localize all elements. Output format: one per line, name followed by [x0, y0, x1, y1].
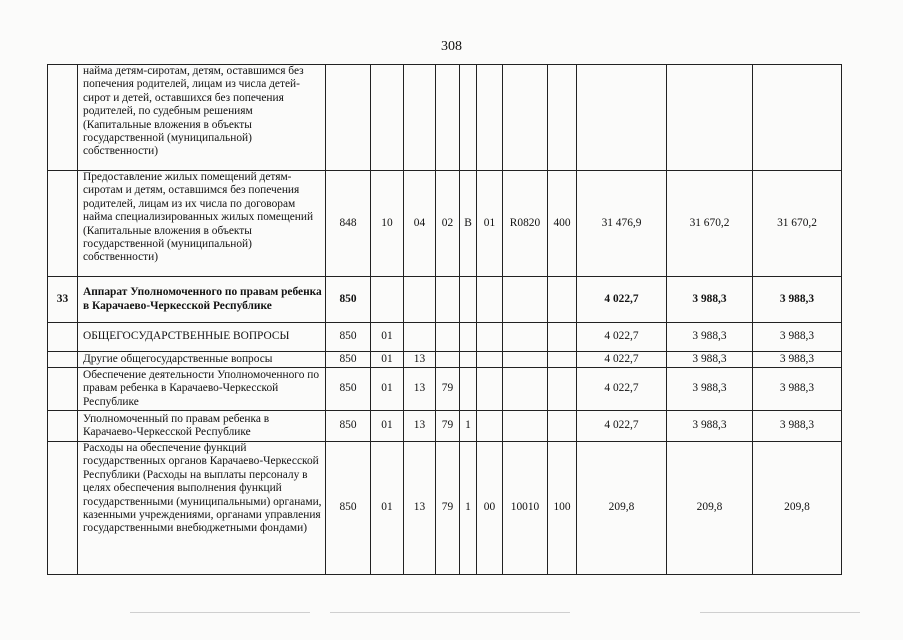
row-number [48, 411, 78, 442]
ministry-code: 850 [326, 368, 371, 411]
amount-year-1: 4 022,7 [577, 323, 667, 352]
amount-year-3: 3 988,3 [753, 352, 842, 368]
table-row [48, 411, 842, 442]
amount-year-3: 3 988,3 [753, 277, 842, 323]
activity-code [477, 323, 503, 352]
ministry-code: 850 [326, 411, 371, 442]
expense-type-code [548, 277, 577, 323]
direction-code: 10010 [503, 442, 548, 575]
row-name: Аппарат Уполномоченного по правам ребенка в Карачаево-Черкесской Республике [78, 277, 326, 323]
scan-artifact-line [130, 612, 310, 613]
amount-year-3: 31 670,2 [753, 171, 842, 277]
section-code: 01 [371, 323, 404, 352]
amount-year-2: 209,8 [667, 442, 753, 575]
amount-year-2: 3 988,3 [667, 323, 753, 352]
program-code [436, 277, 460, 323]
row-number [48, 368, 78, 411]
ministry-code: 850 [326, 442, 371, 575]
page-number: 308 [441, 39, 462, 54]
program-code: 79 [436, 411, 460, 442]
expense-type-code [548, 352, 577, 368]
row-name: Уполномоченный по правам ребенка в Карачаево-Черкесской Республике [78, 411, 326, 442]
section-code: 10 [371, 171, 404, 277]
row-name: Обеспечение деятельности Уполномоченного по правам ребенка в Карачаево-Черкесской Республике [78, 368, 326, 411]
amount-year-1: 4 022,7 [577, 277, 667, 323]
amount-year-2: 3 988,3 [667, 352, 753, 368]
row-number [48, 323, 78, 352]
subsection-code [404, 65, 436, 171]
amount-year-3 [753, 65, 842, 171]
row-name: Расходы на обеспечение функций государственных органов Карачаево-Черкесской Республики (Расходы на выплаты персоналу в целях обеспечения выполнения функций государственными (муниципальными) органами, казенными учреждениями, органами управления государственными внебюджетными фондами) [78, 442, 326, 575]
direction-code [503, 277, 548, 323]
table-row [48, 323, 842, 352]
expense-type-code [548, 323, 577, 352]
activity-code: 00 [477, 442, 503, 575]
table-row [48, 352, 842, 368]
expense-type-code: 100 [548, 442, 577, 575]
amount-year-3: 3 988,3 [753, 368, 842, 411]
ministry-code: 850 [326, 352, 371, 368]
amount-year-3: 3 988,3 [753, 411, 842, 442]
table-row [48, 368, 842, 411]
activity-code [477, 277, 503, 323]
section-code: 01 [371, 352, 404, 368]
row-name: Другие общегосударственные вопросы [78, 352, 326, 368]
direction-code: R0820 [503, 171, 548, 277]
direction-code [503, 65, 548, 171]
scan-artifact-line [330, 612, 570, 613]
row-name: найма детям-сиротам, детям, оставшимся без попечения родителей, лицам из числа детей-сирот и детей, оставшихся без попечения родителей, по судебным решениям (Капитальные вложения в объекты государственной (муниципальной) собственности) [78, 65, 326, 171]
section-code: 01 [371, 411, 404, 442]
table-row [48, 277, 842, 323]
program-code: 02 [436, 171, 460, 277]
subprogram-code: 1 [460, 411, 477, 442]
amount-year-2: 3 988,3 [667, 411, 753, 442]
direction-code [503, 368, 548, 411]
table-row [48, 65, 842, 171]
row-number [48, 442, 78, 575]
amount-year-3: 209,8 [753, 442, 842, 575]
activity-code [477, 411, 503, 442]
amount-year-3: 3 988,3 [753, 323, 842, 352]
activity-code [477, 368, 503, 411]
program-code [436, 65, 460, 171]
subprogram-code [460, 352, 477, 368]
budget-table [47, 64, 842, 575]
expense-type-code: 400 [548, 171, 577, 277]
subprogram-code [460, 277, 477, 323]
ministry-code: 850 [326, 323, 371, 352]
subsection-code: 04 [404, 171, 436, 277]
program-code [436, 323, 460, 352]
direction-code [503, 352, 548, 368]
direction-code [503, 411, 548, 442]
ministry-code [326, 65, 371, 171]
amount-year-2: 31 670,2 [667, 171, 753, 277]
amount-year-1 [577, 65, 667, 171]
amount-year-1: 4 022,7 [577, 411, 667, 442]
subsection-code [404, 323, 436, 352]
row-number [48, 171, 78, 277]
row-name: Предоставление жилых помещений детям-сиротам и детям, оставшимся без попечения родителей, лицам из их числа по договорам найма специализированных жилых помещений (Капитальные вложения в объекты государственной (муниципальной) собственности) [78, 171, 326, 277]
ministry-code: 850 [326, 277, 371, 323]
row-name: ОБЩЕГОСУДАРСТВЕННЫЕ ВОПРОСЫ [78, 323, 326, 352]
activity-code: 01 [477, 171, 503, 277]
amount-year-2: 3 988,3 [667, 277, 753, 323]
expense-type-code [548, 65, 577, 171]
amount-year-1: 209,8 [577, 442, 667, 575]
section-code: 01 [371, 442, 404, 575]
section-code: 01 [371, 368, 404, 411]
ministry-code: 848 [326, 171, 371, 277]
subsection-code: 13 [404, 442, 436, 575]
subprogram-code: В [460, 171, 477, 277]
expense-type-code [548, 411, 577, 442]
scan-artifact-line [700, 612, 860, 613]
section-code [371, 277, 404, 323]
row-number [48, 352, 78, 368]
subprogram-code [460, 65, 477, 171]
amount-year-1: 31 476,9 [577, 171, 667, 277]
row-number [48, 65, 78, 171]
expense-type-code [548, 368, 577, 411]
subsection-code: 13 [404, 352, 436, 368]
subsection-code: 13 [404, 411, 436, 442]
table-row [48, 171, 842, 277]
row-number: 33 [48, 277, 78, 323]
program-code [436, 352, 460, 368]
program-code: 79 [436, 442, 460, 575]
subsection-code: 13 [404, 368, 436, 411]
section-code [371, 65, 404, 171]
amount-year-1: 4 022,7 [577, 368, 667, 411]
activity-code [477, 352, 503, 368]
activity-code [477, 65, 503, 171]
direction-code [503, 323, 548, 352]
amount-year-2 [667, 65, 753, 171]
subsection-code [404, 277, 436, 323]
subprogram-code: 1 [460, 442, 477, 575]
amount-year-2: 3 988,3 [667, 368, 753, 411]
subprogram-code [460, 368, 477, 411]
subprogram-code [460, 323, 477, 352]
table-row [48, 442, 842, 575]
program-code: 79 [436, 368, 460, 411]
amount-year-1: 4 022,7 [577, 352, 667, 368]
